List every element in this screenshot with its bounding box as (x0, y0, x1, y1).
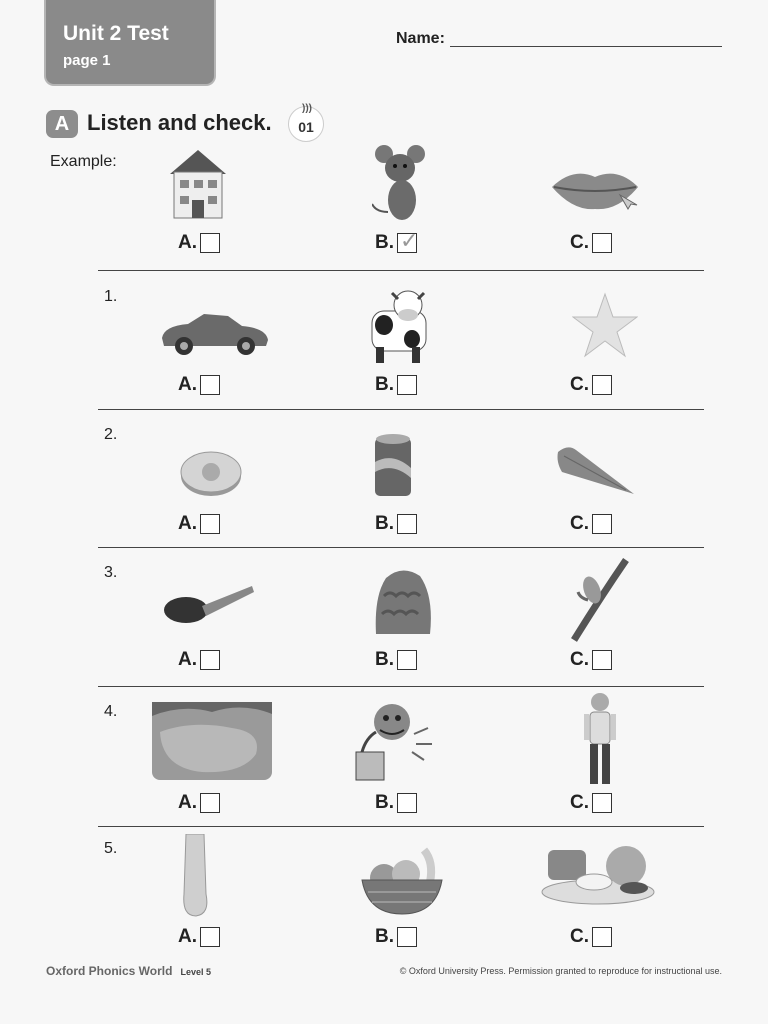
example-option-a: A. (178, 232, 220, 254)
q2-option-c: C. (570, 513, 612, 535)
checkbox[interactable] (200, 233, 220, 253)
brand-name: Oxford Phonics World (46, 964, 173, 978)
house-icon (168, 148, 228, 225)
bud-icon (570, 558, 630, 647)
q2-option-a: A. (178, 513, 220, 535)
cow-icon (368, 287, 430, 370)
coin-icon (178, 448, 244, 503)
q5-option-b: B. (375, 926, 417, 948)
lake-icon (152, 702, 272, 785)
checkbox[interactable] (200, 650, 220, 670)
q4-option-c: C. (570, 792, 612, 814)
divider (98, 409, 704, 410)
question-number: 4. (104, 703, 118, 720)
q2-option-b: B. (375, 513, 417, 535)
checkbox[interactable] (397, 228, 419, 253)
checkbox[interactable] (397, 927, 417, 947)
foot-icon (178, 834, 212, 923)
q3-option-b: B. (375, 649, 417, 671)
q5-option-a: A. (178, 926, 220, 948)
q4-option-b: B. (375, 792, 417, 814)
sound-icon: ))) (302, 103, 312, 114)
q1-option-a: A. (178, 374, 220, 396)
test-title: Unit 2 Test (63, 22, 169, 45)
check-mark-icon: ✓ (400, 228, 419, 253)
car-icon (158, 308, 272, 361)
question-number: 3. (104, 564, 118, 581)
checkbox[interactable] (200, 793, 220, 813)
section-title: Listen and check. (87, 110, 272, 135)
checkbox[interactable] (592, 233, 612, 253)
name-label: Name: (396, 30, 445, 47)
bush-icon (372, 566, 434, 641)
q4-option-a: A. (178, 792, 220, 814)
name-line[interactable] (450, 46, 722, 47)
section-badge: A (46, 110, 78, 138)
checkbox[interactable] (592, 375, 612, 395)
star-icon (572, 292, 638, 365)
question-number: 1. (104, 288, 118, 305)
track-number: 01 (298, 119, 314, 135)
audio-track-badge[interactable] (288, 103, 324, 142)
brush-icon (162, 582, 256, 633)
question-number: 2. (104, 426, 118, 443)
footer-brand (46, 964, 211, 978)
mouse-icon (372, 142, 432, 227)
checkbox[interactable] (592, 650, 612, 670)
divider (98, 547, 704, 548)
food-plate-icon (540, 844, 658, 913)
example-option-b: B. ✓ (375, 228, 419, 253)
checkbox[interactable] (592, 514, 612, 534)
copyright-notice: © Oxford University Press. Permission granted to reproduce for instructional use. (399, 966, 722, 976)
page-number: page 1 (63, 52, 111, 69)
q3-option-c: C. (570, 649, 612, 671)
divider (98, 686, 704, 687)
q5-option-c: C. (570, 926, 612, 948)
checkbox[interactable] (200, 375, 220, 395)
level-label: Level 5 (180, 967, 211, 977)
checkbox[interactable] (592, 927, 612, 947)
example-option-c: C. (570, 232, 612, 254)
checkbox[interactable] (397, 793, 417, 813)
divider (98, 826, 704, 827)
checkbox[interactable] (200, 514, 220, 534)
can-icon (372, 432, 414, 503)
lips-icon (548, 165, 642, 220)
checkbox[interactable] (592, 793, 612, 813)
checkbox[interactable] (200, 927, 220, 947)
q1-option-c: C. (570, 374, 612, 396)
cone-icon (554, 442, 636, 503)
divider (98, 270, 704, 271)
checkbox[interactable] (397, 650, 417, 670)
header-tab (46, 0, 214, 84)
jack-in-the-box-icon (352, 698, 442, 787)
question-number: 5. (104, 840, 118, 857)
checkbox[interactable] (397, 375, 417, 395)
example-label: Example: (50, 153, 117, 170)
checkbox[interactable] (397, 514, 417, 534)
boy-icon (580, 692, 620, 795)
fruit-basket-icon (360, 842, 444, 921)
q1-option-b: B. (375, 374, 417, 396)
q3-option-a: A. (178, 649, 220, 671)
